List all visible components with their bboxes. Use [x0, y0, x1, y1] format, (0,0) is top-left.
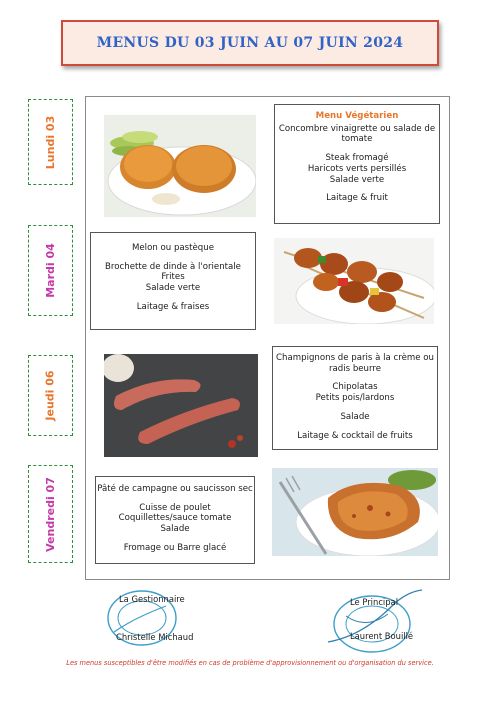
menu-title-banner	[61, 20, 439, 66]
day-label-text: Mardi 04	[44, 243, 58, 298]
principal-name: Laurent Bouillé	[350, 631, 414, 641]
side-dish: Coquillettes/sauce tomate	[118, 513, 232, 524]
menu-box-jeudi	[272, 346, 438, 450]
day-label-lundi	[28, 99, 73, 185]
salad: Salade	[340, 411, 370, 422]
main-dish: Brochette de dinde à l'orientale	[105, 261, 241, 272]
photo-veggie-patties	[104, 115, 256, 217]
side-dish: Frites	[161, 272, 185, 283]
day-label-vendredi	[28, 465, 73, 563]
main-dish: Cuisse de poulet	[139, 502, 211, 513]
photo-roast-chicken	[272, 468, 438, 556]
day-label-text: Jeudi 06	[44, 370, 58, 421]
starter-line: tomate	[341, 134, 373, 145]
menu-box-mardi	[90, 232, 256, 330]
salad: Salade	[160, 524, 190, 535]
page-title: MENUS DU 03 JUIN AU 07 JUIN 2024	[96, 35, 404, 51]
day-label-mardi	[28, 225, 73, 316]
day-label-text: Lundi 03	[44, 115, 58, 169]
vegetarian-menu-heading: Menu Végétarien	[315, 111, 399, 121]
starter-line: Concombre vinaigrette ou salade de	[278, 123, 436, 134]
manager-role: La Gestionnaire	[119, 594, 185, 604]
salad: Salade verte	[145, 283, 201, 294]
day-label-jeudi	[28, 355, 73, 436]
dessert: Laitage & fraises	[136, 301, 210, 312]
photo-chipolatas	[104, 354, 258, 457]
salad: Salade verte	[329, 174, 385, 185]
manager-name: Christelle Michaud	[116, 632, 194, 642]
principal-role: Le Principal	[350, 597, 399, 607]
footer-disclaimer: Les menus susceptibles d'être modifiés en cas de problème d'approvisionnement ou d'organisation du service.	[66, 659, 434, 667]
starter: Melon ou pastèque	[131, 243, 214, 253]
dessert: Fromage ou Barre glacé	[123, 542, 227, 553]
main-dish: Steak fromagé	[325, 153, 389, 164]
day-label-text: Vendredi 07	[44, 476, 57, 552]
dessert: Laitage & cocktail de fruits	[297, 430, 413, 441]
menu-box-vendredi	[95, 476, 255, 564]
side-dish: Haricots verts persillés	[307, 163, 407, 174]
dessert: Laitage & fruit	[326, 193, 388, 204]
menu-box-lundi	[274, 104, 440, 224]
starter-line: Champignons de paris à la crème ou	[276, 353, 434, 363]
side-dish: Petits pois/lardons	[315, 393, 395, 404]
photo-turkey-skewers	[274, 238, 434, 324]
main-dish: Chipolatas	[332, 382, 378, 393]
starter-line: radis beurre	[328, 363, 382, 374]
starter: Pâté de campagne ou saucisson sec	[97, 484, 253, 494]
